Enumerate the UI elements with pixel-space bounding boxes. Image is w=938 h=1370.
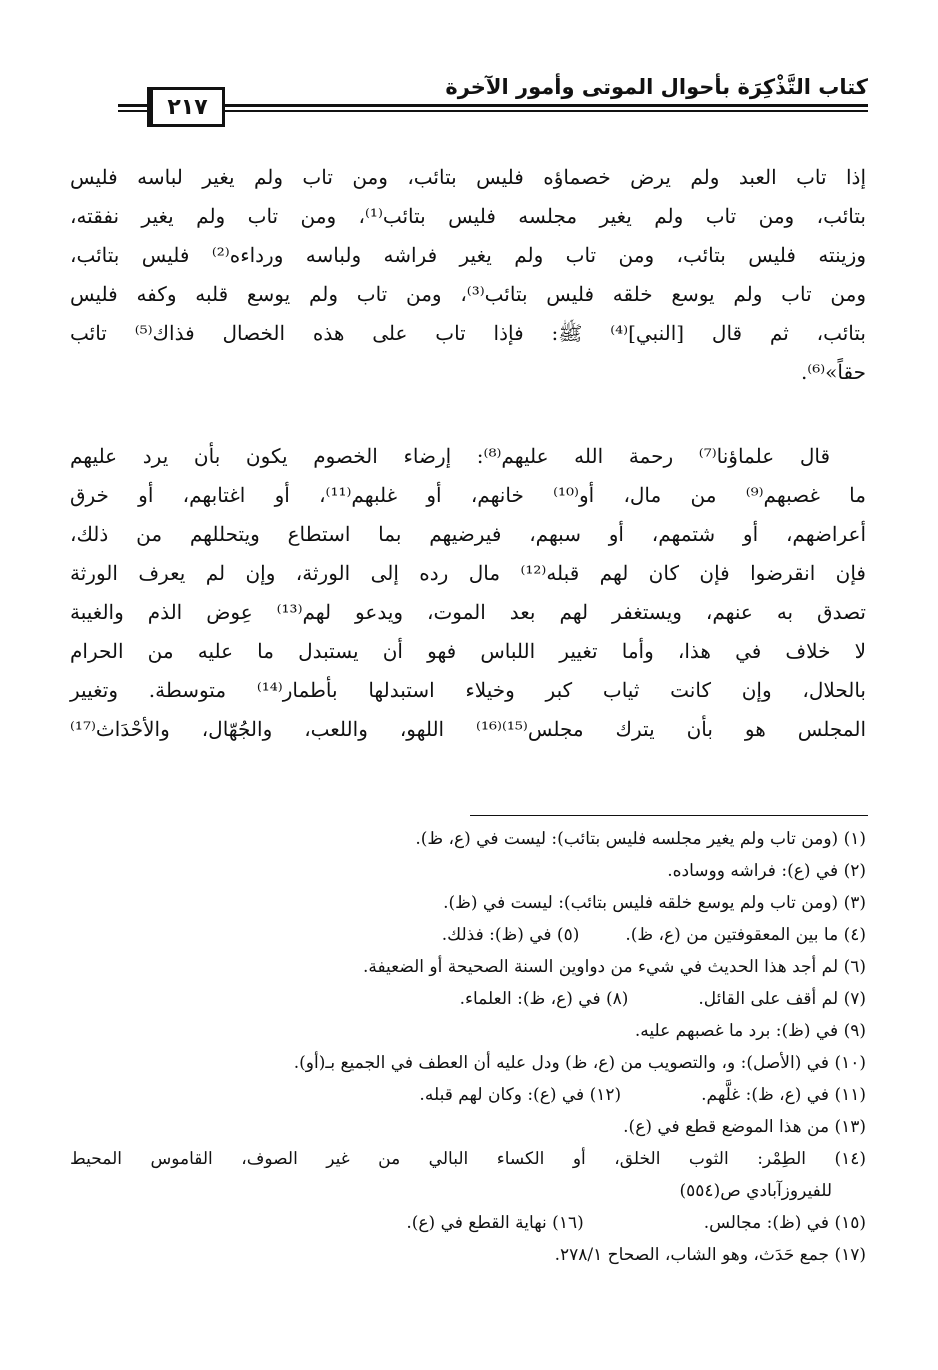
footnote-text: (٧) لم أقف على القائل. (698, 989, 866, 1009)
footnote (70, 1015, 866, 1047)
text-line: فإن انقرضوا فإن كان لهم قبله⁽¹²⁾ مال رده إلى الورثة، وإن لم يعرف الورثة (70, 561, 866, 585)
text-line: المجلس هو بأن يترك مجلس⁽¹⁵⁾⁽¹⁶⁾ اللهو، واللعب، والجُهّال، والأحْدَاث⁽¹⁷⁾ (70, 717, 866, 741)
footnote-text: (٢) في (ع): فراشه ووساده. (667, 861, 866, 881)
paragraph-2 (70, 437, 866, 749)
footnote-text: (٦) لم أجد هذا الحديث في شيء من دواوين السنة الصحيحة أو الضعيفة. (362, 957, 866, 977)
footnote (70, 1143, 866, 1175)
footnote-text: (٩) في (ظ): برد ما غصبهم عليه. (634, 1021, 866, 1041)
running-header-title: كتاب التَّذْكِرَة بأحوال الموتى وأمور الآخرة (445, 75, 868, 99)
footnote-text: (١٥) في (ظ): مجالس. (703, 1213, 866, 1233)
text-line: ومن تاب ولم يوسع خلقه فليس بتائب⁽³⁾، ومن تاب ولم يوسع قلبه وكفه فليس (70, 282, 866, 306)
footnote (70, 951, 866, 983)
footnote-text: (٨) في (ع، ظ): العلماء. (459, 989, 629, 1009)
footnote (70, 855, 866, 887)
footnote-text: (١٧) جمع حَدَث، وهو الشاب، الصحاح ٢٧٨/١. (554, 1245, 866, 1265)
footnote-divider (470, 815, 868, 816)
footnote (70, 1111, 866, 1143)
text-line: بالحلال، وإن كانت ثياب كبر وخيلاء استبدلها بأطمار⁽¹⁴⁾ متوسطة. وتغيير (70, 678, 866, 702)
footnote-text: (٥) في (ظ): فذلك. (441, 925, 580, 945)
footnote (70, 823, 866, 855)
footnote (70, 1239, 866, 1271)
text-line: بتائب، ثم قال [النبي]⁽⁴⁾ ﷺ: فإذا تاب على هذه الخصال فذاك⁽⁵⁾ تائب (70, 321, 866, 345)
footnote-text: (١٢) في (ع): وكان لهم قبله. (419, 1085, 622, 1105)
text-line: وزينته فليس بتائب، ومن تاب ولم يغير فراشه ولباسه ورداءه⁽²⁾ فليس بتائب، (70, 243, 867, 267)
footnote-text: (١٣) من هذا الموضع قطع في (ع). (623, 1117, 866, 1137)
text-line: تصدق به عنهم، ويستغفر لهم بعد الموت، ويدعو لهم⁽¹³⁾ عِوض الذم والغيبة (70, 600, 866, 624)
footnote-text: (١٠) في (الأصل): و، والتصويب من (ع، ظ) ودل عليه أن العطف في الجميع بـ(أو). (293, 1053, 866, 1073)
footnote (70, 983, 866, 1015)
footnote (70, 919, 866, 951)
footnote-text: (٣) (ومن تاب ولم يوسع خلقه فليس بتائب): ليست في (ظ). (443, 893, 866, 913)
footnote-text: (٤) ما بين المعقوفتين من (ع، ظ). (625, 925, 866, 945)
header-rule-thin (118, 110, 868, 112)
page-number: ٢١٧ (147, 87, 225, 127)
text-line: لا خلاف في هذا، وأما تغيير اللباس فهو أن يستبدل ما عليه من الحرام (70, 639, 866, 663)
footnote (70, 1207, 866, 1239)
footnote-continuation (70, 1175, 866, 1207)
footnote (70, 887, 866, 919)
footnote-text: (١٦) نهاية القطع في (ع). (406, 1213, 584, 1233)
text-line: قال علماؤنا⁽⁷⁾ رحمة الله عليهم⁽⁸⁾: إرضاء الخصوم يكون بأن يرد عليهم (70, 444, 831, 468)
footnotes (70, 823, 866, 1271)
text-line: أعراضهم، أو شتمهم، أو سبهم، فيرضيهم بما استطاع ويتحللهم من ذلك، (70, 522, 866, 546)
footnote-text: للفيروزآبادي ص(٥٥٤) (679, 1181, 832, 1201)
text-line: إذا تاب العبد ولم يرض خصماؤه فليس بتائب، ومن تاب ولم يغير لباسه فليس (70, 165, 866, 189)
text-line: بتائب، ومن تاب ولم يغير مجلسه فليس بتائب⁽¹⁾، ومن تاب ولم يغير نفقته، (70, 204, 866, 228)
header-rule-thick (118, 104, 868, 107)
footnote-text: (١) (ومن تاب ولم يغير مجلسه فليس بتائب): ليست في (ع، ظ). (415, 829, 866, 849)
footnote-text: (١١) في (ع، ظ): غلَّهم. (701, 1085, 866, 1105)
footnote (70, 1079, 866, 1111)
footnote (70, 1047, 866, 1079)
paragraph-1 (70, 158, 866, 392)
text-line: ما غصبهم⁽⁹⁾ من مال، أو⁽¹⁰⁾ خانهم، أو غلبهم⁽¹¹⁾، أو اغتابهم، أو خرق (70, 483, 866, 507)
text-line: حقاً»⁽⁶⁾. (800, 360, 866, 384)
footnote-text: (١٤) الطِمْر: الثوب الخلق، أو الكساء البالي من غير الصوف، القاموس المحيط (70, 1149, 866, 1169)
